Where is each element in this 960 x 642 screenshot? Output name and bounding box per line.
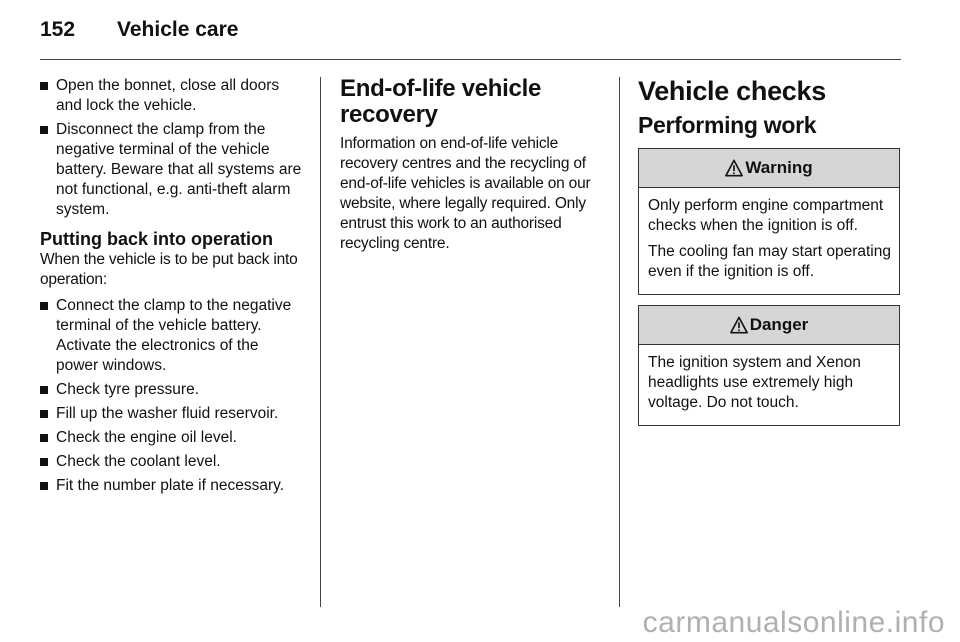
list-item-text: Check the engine oil level. — [56, 429, 237, 446]
danger-box-body — [639, 345, 899, 425]
bullet-list-top — [40, 76, 304, 220]
danger-text: The ignition system and Xenon headlights use extremely high voltage. Do not touch. — [648, 354, 861, 411]
bullet-icon — [40, 82, 48, 90]
list-item — [40, 428, 304, 448]
list-item-text: Connect the clamp to the negative terminal of the vehicle battery. Activate the electronics of the power windows. — [56, 297, 292, 374]
bullet-icon — [40, 386, 48, 394]
list-item — [40, 76, 304, 116]
bullet-icon — [40, 434, 48, 442]
column-3 — [638, 76, 900, 436]
danger-box-header — [639, 306, 899, 345]
watermark: carmanualsonline.info — [642, 606, 945, 639]
page-header — [40, 18, 920, 48]
bullet-list-bottom — [40, 296, 304, 496]
end-of-life-body: Information on end-of-life vehicle recovery centres and the recycling of end-of-life vehicles is available on our website, where legally required. Only entrust this work to an authorised recycling centre. — [340, 135, 591, 252]
list-item — [40, 120, 304, 220]
heading-vehicle-checks: Vehicle checks — [638, 76, 826, 106]
warning-box-body — [639, 188, 899, 294]
list-item-text: Check tyre pressure. — [56, 381, 199, 398]
danger-title: Danger — [749, 315, 809, 334]
heading-end-of-life: End-of-life vehicle recovery — [340, 75, 541, 128]
warning-box-header — [639, 149, 899, 188]
bullet-icon — [40, 458, 48, 466]
column-2 — [340, 76, 604, 260]
warning-triangle-icon — [730, 316, 748, 334]
warning-title: Warning — [745, 158, 813, 177]
subheading-performing-work: Performing work — [638, 112, 817, 138]
list-item-text: Fill up the washer fluid reservoir. — [56, 405, 279, 422]
danger-box — [638, 305, 900, 426]
list-item-text: Open the bonnet, close all doors and lock the vehicle. — [56, 77, 280, 114]
list-item-text: Fit the number plate if necessary. — [56, 477, 285, 494]
list-item — [40, 380, 304, 400]
section-title: Vehicle care — [117, 18, 239, 41]
warning-text: Only perform engine compartment checks when the ignition is off. — [648, 197, 884, 234]
list-item — [40, 476, 304, 496]
bullet-icon — [40, 302, 48, 310]
page-number: 152 — [40, 18, 76, 41]
warning-box — [638, 148, 900, 295]
column-divider — [320, 77, 321, 607]
list-item-text: Check the coolant level. — [56, 453, 221, 470]
list-item — [40, 404, 304, 424]
warning-triangle-icon — [725, 159, 743, 177]
intro-text: When the vehicle is to be put back into operation: — [40, 251, 298, 288]
bullet-icon — [40, 410, 48, 418]
column-divider — [619, 77, 620, 607]
list-item-text: Disconnect the clamp from the negative terminal of the vehicle battery. Beware that all systems are not functional, e.g. anti-theft alarm system. — [56, 121, 302, 218]
bullet-icon — [40, 482, 48, 490]
warning-text: The cooling fan may start operating even if the ignition is off. — [648, 243, 891, 280]
bullet-icon — [40, 126, 48, 134]
list-item — [40, 296, 304, 376]
list-item — [40, 452, 304, 472]
subheading-putting-back: Putting back into operation — [40, 229, 273, 249]
header-rule — [40, 59, 901, 60]
column-1 — [40, 76, 304, 500]
